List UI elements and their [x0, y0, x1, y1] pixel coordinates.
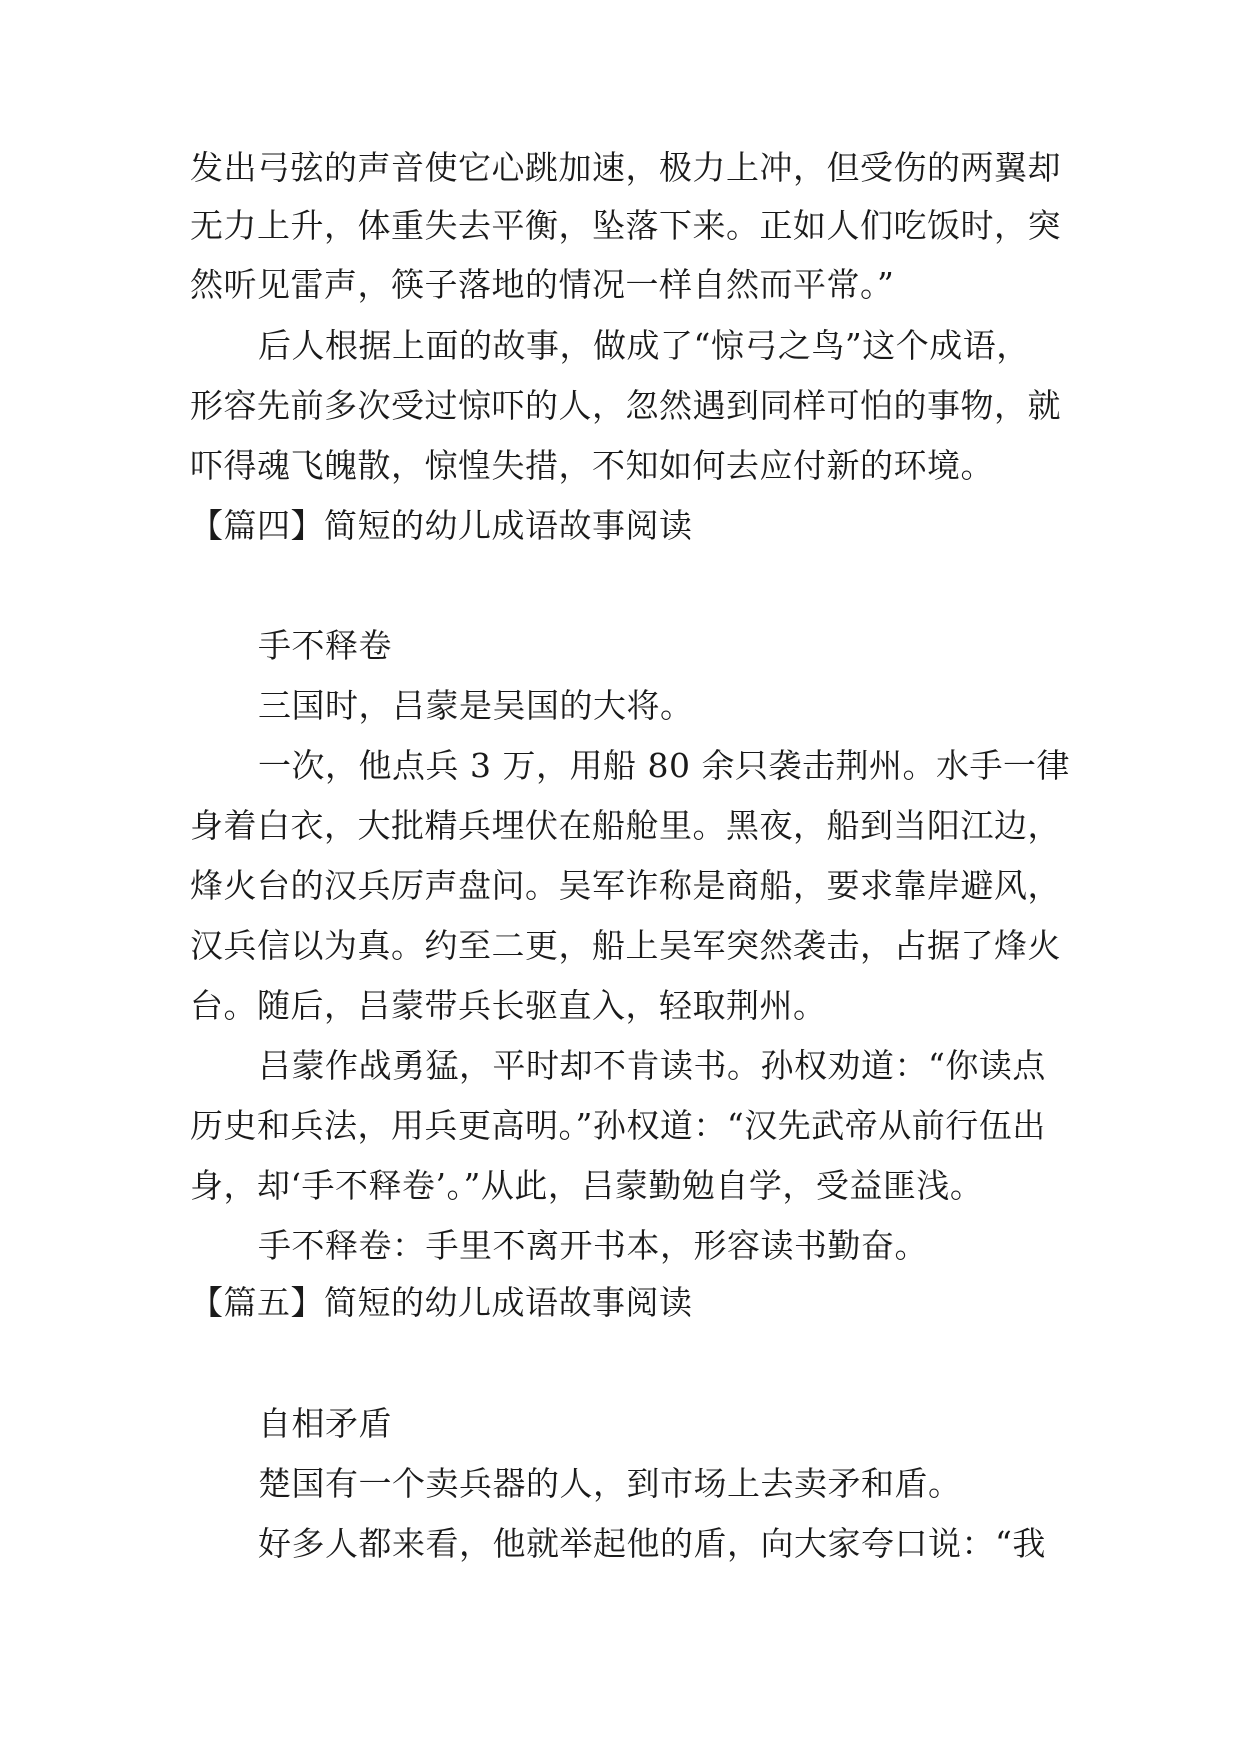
- paragraph-line: 然听见雷声，筷子落地的情况一样自然而平常。”: [190, 265, 895, 304]
- story-title: 自相矛盾: [258, 1404, 392, 1443]
- paragraph-line: 汉兵信以为真。约至二更，船上吴军突然袭击，占据了烽火: [190, 926, 1061, 965]
- paragraph-line: 吕蒙作战勇猛，平时却不肯读书。孙权劝道：“你读点: [258, 1046, 1046, 1085]
- paragraph-line: 烽火台的汉兵厉声盘问。吴军诈称是商船，要求靠岸避风，: [190, 866, 1061, 905]
- paragraph-line: 吓得魂飞魄散，惊惶失措，不知如何去应付新的环境。: [190, 446, 994, 485]
- paragraph-line: 历史和兵法，用兵更高明。”孙权道：“汉先武帝从前行伍出: [190, 1106, 1046, 1145]
- paragraph-line: 一次，他点兵 3 万，用船 80 余只袭击荆州。水手一律: [258, 746, 1070, 785]
- section-heading: 【篇四】简短的幼儿成语故事阅读: [190, 506, 693, 545]
- paragraph-line: 形容先前多次受过惊吓的人，忽然遇到同样可怕的事物，就: [190, 386, 1061, 425]
- paragraph-line: 发出弓弦的声音使它心跳加速，极力上冲，但受伤的两翼却: [190, 148, 1061, 187]
- paragraph-line: 后人根据上面的故事，做成了“惊弓之鸟”这个成语，: [258, 326, 1030, 365]
- paragraph-line: 台。随后，吕蒙带兵长驱直入，轻取荆州。: [190, 986, 827, 1025]
- paragraph-line: 好多人都来看，他就举起他的盾，向大家夸口说：“我: [258, 1524, 1046, 1563]
- story-title: 手不释卷: [258, 626, 392, 665]
- paragraph-line: 手不释卷：手里不离开书本，形容读书勤奋。: [258, 1226, 928, 1265]
- paragraph-line: 楚国有一个卖兵器的人，到市场上去卖矛和盾。: [258, 1464, 962, 1503]
- paragraph-line: 无力上升，体重失去平衡，坠落下来。正如人们吃饭时，突: [190, 206, 1061, 245]
- paragraph-line: 身着白衣，大批精兵埋伏在船舱里。黑夜，船到当阳江边，: [190, 806, 1061, 845]
- paragraph-line: 三国时，吕蒙是吴国的大将。: [258, 686, 694, 725]
- section-heading: 【篇五】简短的幼儿成语故事阅读: [190, 1283, 693, 1322]
- paragraph-line: 身，却‘手不释卷’。”从此，吕蒙勤勉自学，受益匪浅。: [190, 1166, 984, 1205]
